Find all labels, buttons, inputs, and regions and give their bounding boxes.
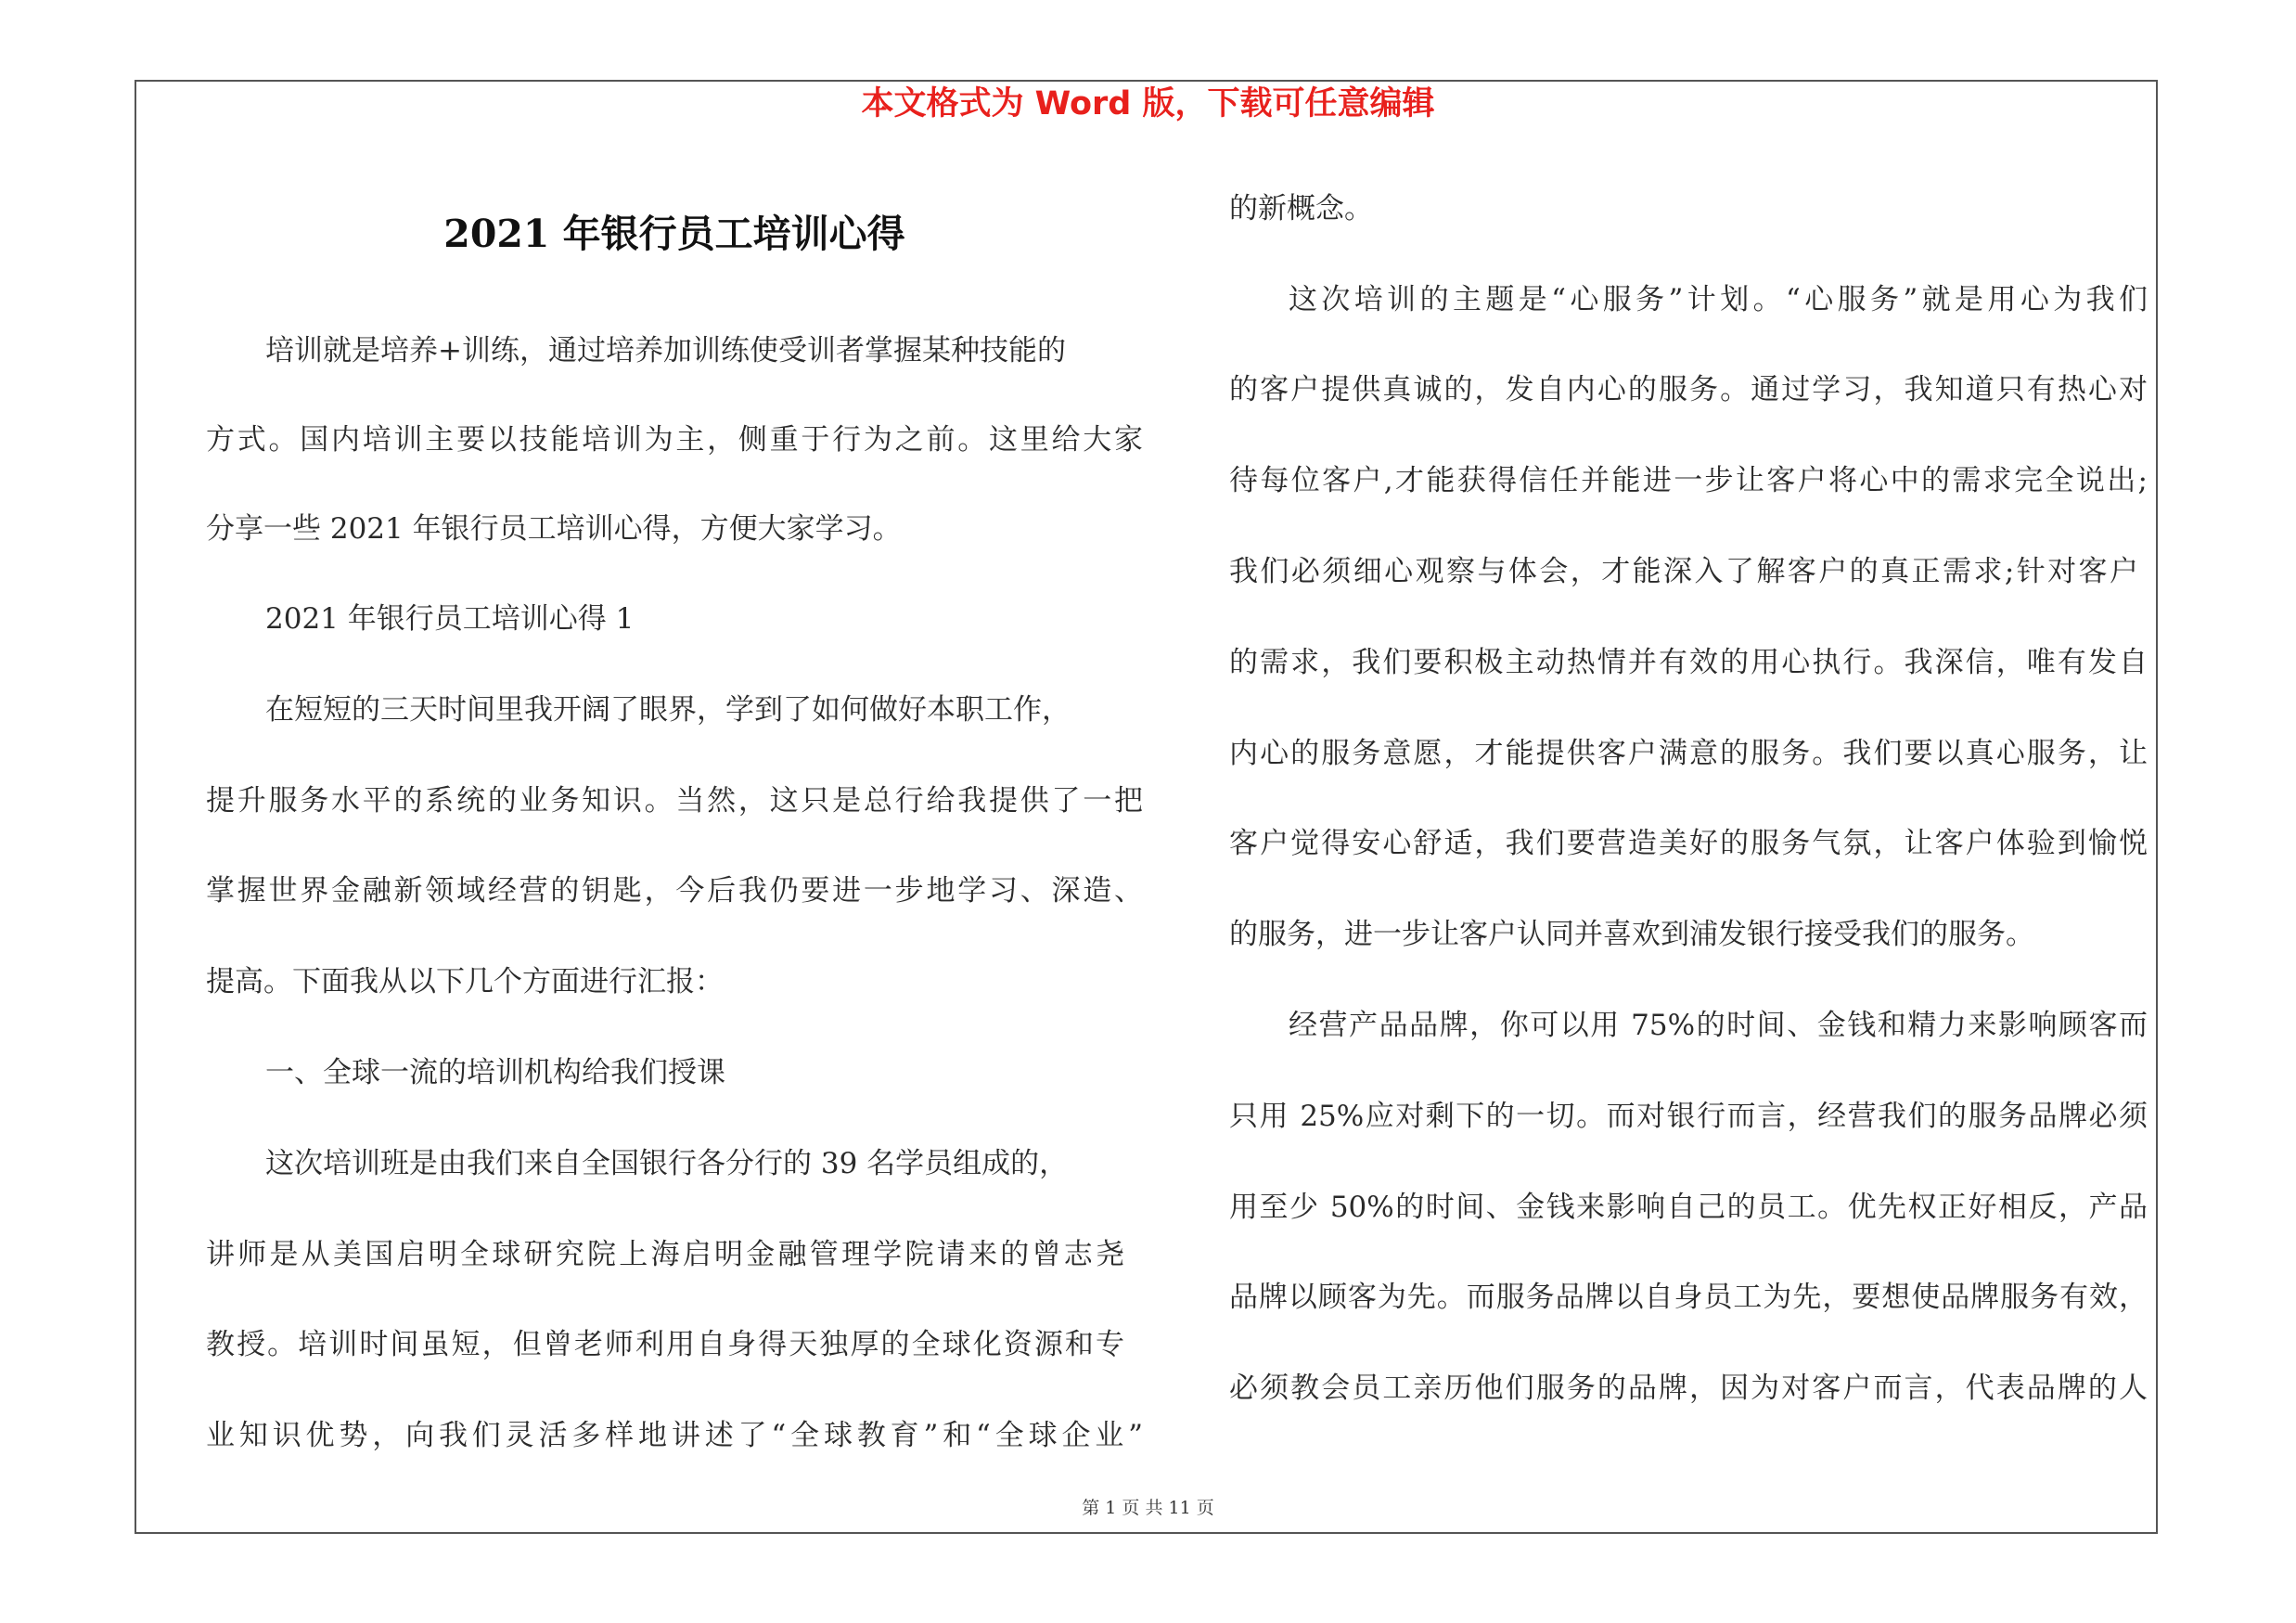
- format-banner: 本文格式为 Word 版，下载可任意编辑: [861, 85, 1435, 122]
- document-title: 2021 年银行员工培训心得: [443, 212, 905, 256]
- left-line: 方式。国内培训主要以技能培训为主，侧重于行为之前。这里给大家: [206, 423, 1143, 457]
- left-line: 提高。下面我从以下几个方面进行汇报：: [206, 965, 724, 998]
- right-line: 的新概念。: [1229, 192, 1373, 225]
- right-line: 用至少 50%的时间、金钱来影响自己的员工。优先权正好相反，产品: [1229, 1191, 2148, 1224]
- left-line: 提升服务水平的系统的业务知识。当然，这只是总行给我提供了一把: [206, 784, 1143, 818]
- right-line: 内心的服务意愿，才能提供客户满意的服务。我们要以真心服务，让: [1229, 737, 2148, 770]
- left-line: 讲师是从美国启明全球研究院上海启明金融管理学院请来的曾志尧: [206, 1238, 1124, 1271]
- right-line: 经营产品品牌，你可以用 75%的时间、金钱和精力来影响顾客而: [1289, 1009, 2148, 1042]
- left-line: 教授。培训时间虽短，但曾老师利用自身得天独厚的全球化资源和专: [206, 1328, 1124, 1361]
- right-line: 我们必须细心观察与体会，才能深入了解客户的真正需求;针对客户: [1229, 555, 2138, 588]
- left-line: 一、全球一流的培训机构给我们授课: [265, 1056, 725, 1089]
- right-line: 必须教会员工亲历他们服务的品牌，因为对客户而言，代表品牌的人: [1229, 1372, 2148, 1405]
- left-line: 分享一些 2021 年银行员工培训心得，方便大家学习。: [206, 512, 902, 546]
- left-line: 培训就是培养+训练，通过培养加训练使受训者掌握某种技能的: [265, 334, 1066, 367]
- right-line: 待每位客户,才能获得信任并能进一步让客户将心中的需求完全说出;: [1229, 464, 2148, 497]
- right-line: 的需求，我们要积极主动热情并有效的用心执行。我深信，唯有发自: [1229, 646, 2148, 679]
- left-line: 掌握世界金融新领域经营的钥匙，今后我仍要进一步地学习、深造、: [206, 874, 1143, 908]
- right-line: 的客户提供真诚的，发自内心的服务。通过学习，我知道只有热心对: [1229, 373, 2148, 406]
- left-line: 业知识优势，向我们灵活多样地讲述了“全球教育”和“全球企业”: [206, 1419, 1143, 1452]
- right-line: 这次培训的主题是“心服务”计划。“心服务”就是用心为我们: [1289, 283, 2148, 316]
- right-line: 客户觉得安心舒适，我们要营造美好的服务气氛，让客户体验到愉悦: [1229, 827, 2148, 860]
- page-number: 第 1 页 共 11 页: [1082, 1498, 1214, 1518]
- right-line: 品牌以顾客为先。而服务品牌以自身员工为先，要想使品牌服务有效，: [1229, 1281, 2148, 1314]
- right-line: 的服务，进一步让客户认同并喜欢到浦发银行接受我们的服务。: [1229, 918, 2034, 951]
- left-line: 在短短的三天时间里我开阔了眼界，学到了如何做好本职工作，: [265, 693, 1071, 727]
- left-line: 这次培训班是由我们来自全国银行各分行的 39 名学员组成的，: [265, 1147, 1069, 1180]
- left-line: 2021 年银行员工培训心得 1: [265, 602, 635, 636]
- right-line: 只用 25%应对剩下的一切。而对银行而言，经营我们的服务品牌必须: [1229, 1100, 2148, 1133]
